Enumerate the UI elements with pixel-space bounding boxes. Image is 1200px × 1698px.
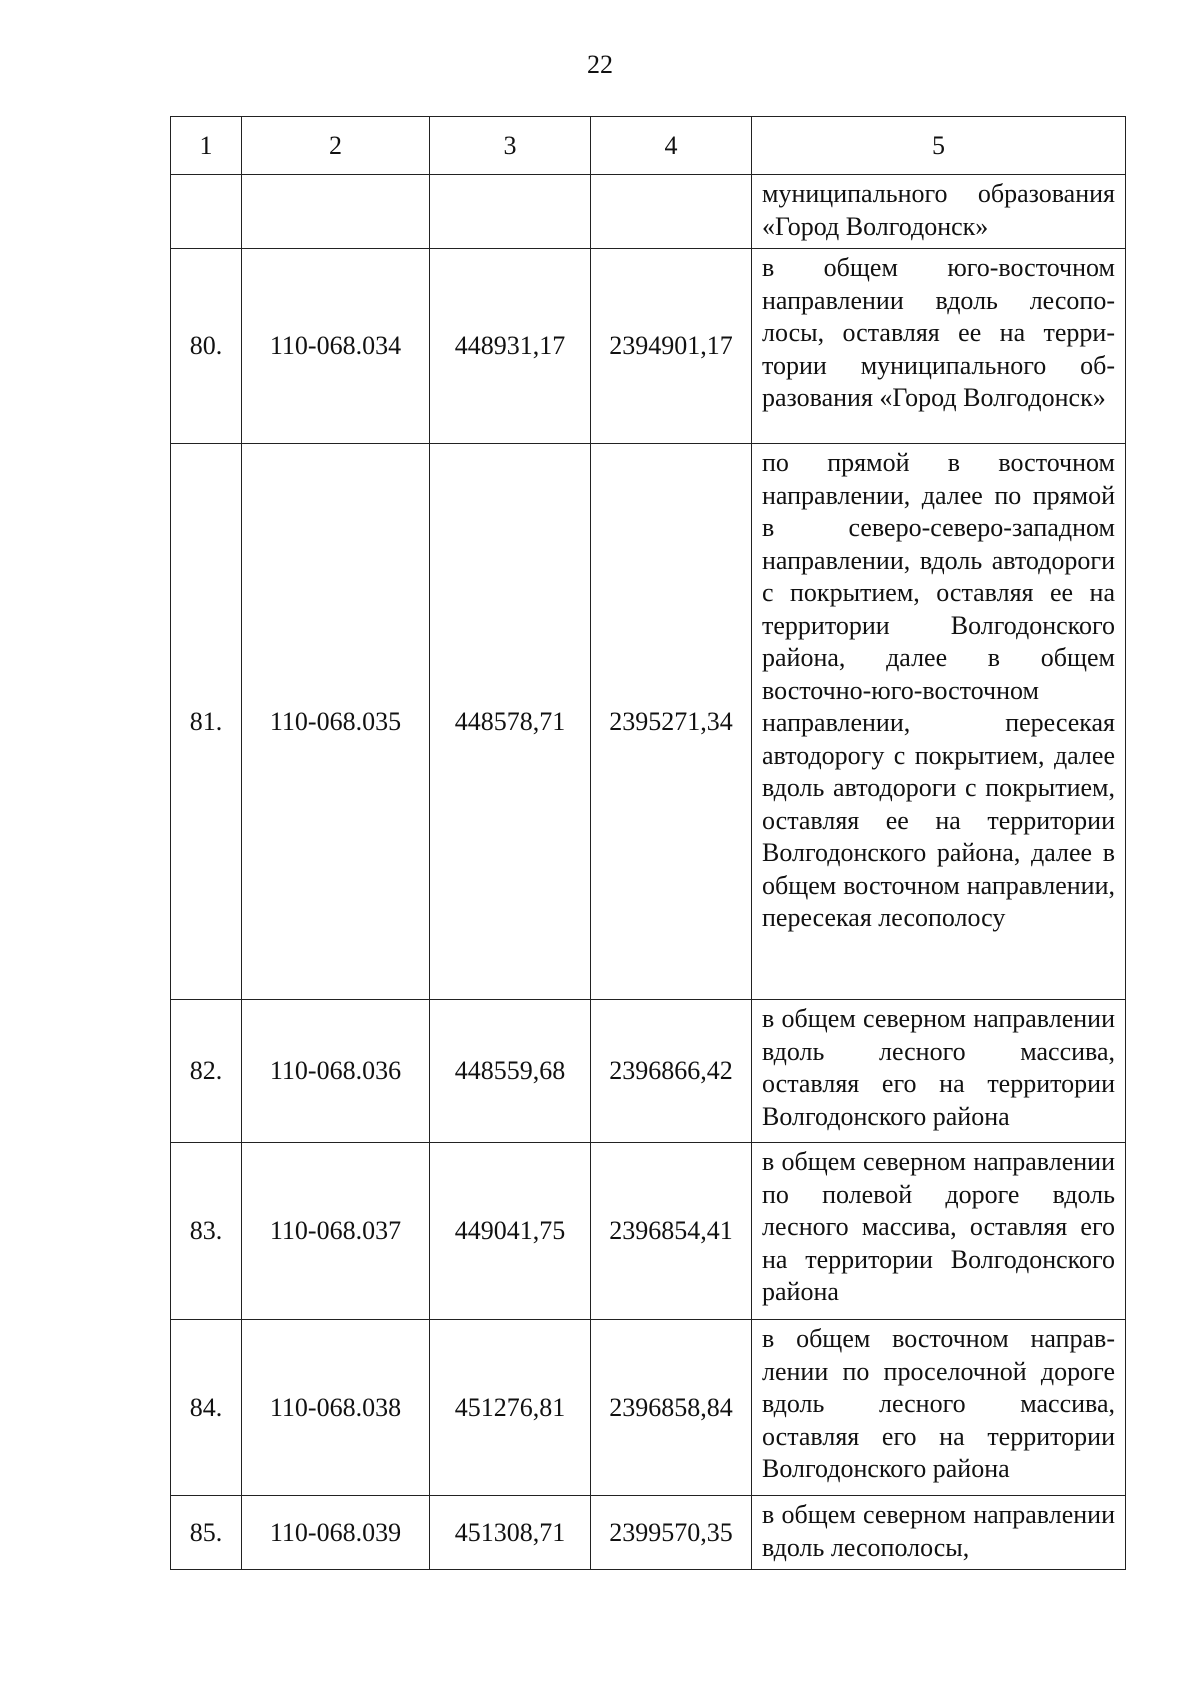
boundary-description: в общем северном направлении вдоль лесного массива, оставляя его на территории Волгодонского района (752, 1000, 1126, 1143)
row-number: 84. (171, 1320, 242, 1496)
boundary-description: в общем юго-восточном направлении вдоль лесополосы, оставляя ее на территории муниципального образования «Город Волгодонск» (752, 249, 1126, 444)
row-number: 81. (171, 444, 242, 1000)
point-code: 110-068.036 (242, 1000, 430, 1143)
point-code: 110-068.039 (242, 1496, 430, 1570)
boundary-description: по прямой в восточном направлении, далее по прямой в северо-северо-западном направлении, вдоль автодороги с покрытием, оставляя ее на территории Волгодонского района, далее в общем восточно-юго-восточном направлении, пересекая автодорогу с покрытием, далее вдоль автодороги с покрытием, оставляя ее на территории Волгодонского района, далее в общем восточном направлении, пересекая лесополосу (752, 444, 1126, 1000)
table-row (171, 175, 1126, 249)
x-coordinate: 448931,17 (430, 249, 591, 444)
boundary-description: в общем северном направлении вдоль лесополосы, (752, 1496, 1126, 1570)
column-header: 2 (242, 117, 430, 175)
x-coordinate: 448559,68 (430, 1000, 591, 1143)
y-coordinate: 2394901,17 (591, 249, 752, 444)
column-header: 3 (430, 117, 591, 175)
x-coordinate (430, 175, 591, 249)
row-number: 82. (171, 1000, 242, 1143)
table-row (171, 249, 1126, 444)
y-coordinate: 2396854,41 (591, 1143, 752, 1320)
table-row (171, 444, 1126, 1000)
point-code (242, 175, 430, 249)
point-code: 110-068.038 (242, 1320, 430, 1496)
table-row (171, 1143, 1126, 1320)
point-code: 110-068.034 (242, 249, 430, 444)
table-row (171, 1000, 1126, 1143)
row-number: 85. (171, 1496, 242, 1570)
y-coordinate (591, 175, 752, 249)
boundary-description: муниципального образования «Город Волгодонск» (752, 175, 1126, 249)
y-coordinate: 2399570,35 (591, 1496, 752, 1570)
y-coordinate: 2396866,42 (591, 1000, 752, 1143)
point-code: 110-068.037 (242, 1143, 430, 1320)
x-coordinate: 449041,75 (430, 1143, 591, 1320)
table-row (171, 1320, 1126, 1496)
column-header: 5 (752, 117, 1126, 175)
table-row (171, 1496, 1126, 1570)
boundary-table (170, 116, 1126, 1570)
x-coordinate: 451308,71 (430, 1496, 591, 1570)
boundary-description: в общем северном направлении по полевой дороге вдоль лесного массива, оставляя его на территории Волгодонского района (752, 1143, 1126, 1320)
row-number (171, 175, 242, 249)
boundary-description: в общем восточном направлении по проселочной дороге вдоль лесного массива, оставляя его на территории Волгодонского района (752, 1320, 1126, 1496)
point-code: 110-068.035 (242, 444, 430, 1000)
row-number: 80. (171, 249, 242, 444)
y-coordinate: 2395271,34 (591, 444, 752, 1000)
y-coordinate: 2396858,84 (591, 1320, 752, 1496)
column-header: 1 (171, 117, 242, 175)
column-header: 4 (591, 117, 752, 175)
page-number: 22 (587, 50, 613, 79)
header-row (171, 117, 1126, 175)
row-number: 83. (171, 1143, 242, 1320)
x-coordinate: 451276,81 (430, 1320, 591, 1496)
x-coordinate: 448578,71 (430, 444, 591, 1000)
